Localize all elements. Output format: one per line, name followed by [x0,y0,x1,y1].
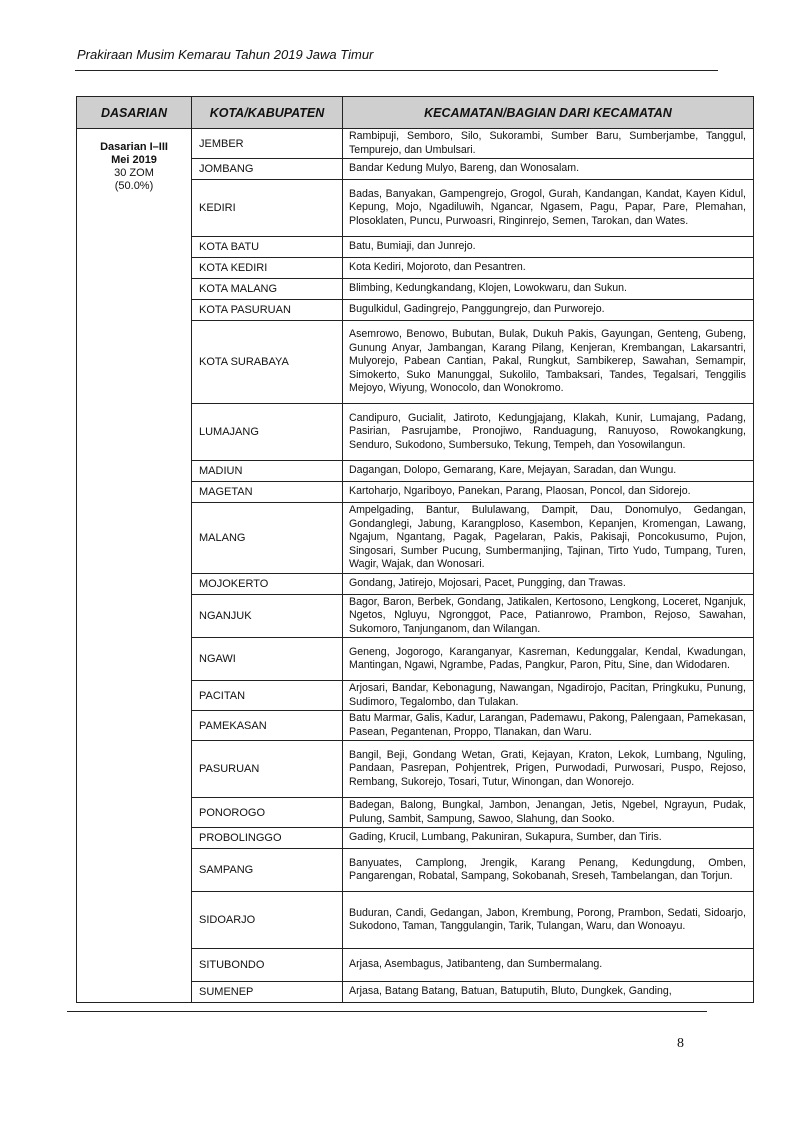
kecamatan-cell: Dagangan, Dolopo, Gemarang, Kare, Mejayan, Saradan, dan Wungu. [343,461,754,482]
kecamatan-cell: Bagor, Baron, Berbek, Gondang, Jatikalen, Kertosono, Lengkong, Loceret, Nganjuk, Ngetos, Ngluyu, Ngronggot, Pace, Patianrowo, Prambon, Rejoso, Sawahan, Sukomoro, Tanjunganom, dan Wilangan. [343,594,754,638]
kecamatan-cell: Geneng, Jogorogo, Karanganyar, Kasreman, Kedunggalar, Kendal, Kwadungan, Mantingan, Ngawi, Ngrambe, Padas, Pangkur, Paron, Pitu, Sine, dan Widodaren. [343,638,754,681]
kecamatan-cell: Blimbing, Kedungkandang, Klojen, Lowokwaru, dan Sukun. [343,279,754,300]
kota-cell: LUMAJANG [192,404,343,461]
dasarian-period: Dasarian I–III [100,141,168,153]
kota-cell: KOTA KEDIRI [192,258,343,279]
kota-cell: MAGETAN [192,482,343,503]
header-divider [75,70,718,71]
kota-cell: KOTA MALANG [192,279,343,300]
kota-cell: JEMBER [192,129,343,159]
kecamatan-cell: Bandar Kedung Mulyo, Bareng, dan Wonosalam. [343,159,754,180]
kota-cell: KEDIRI [192,180,343,237]
kecamatan-cell: Kota Kediri, Mojoroto, dan Pesantren. [343,258,754,279]
kota-cell: JOMBANG [192,159,343,180]
kota-cell: SUMENEP [192,982,343,1003]
kecamatan-cell: Bugulkidul, Gadingrejo, Panggungrejo, dan Purworejo. [343,300,754,321]
kota-cell: PONOROGO [192,798,343,828]
dasarian-zom: 30 ZOM [114,167,154,179]
kecamatan-cell: Asemrowo, Benowo, Bubutan, Bulak, Dukuh Pakis, Gayungan, Genteng, Gubeng, Gunung Anyar, Jambangan, Karang Pilang, Kenjeran, Krembangan, Lakarsantri, Mulyorejo, Pabean Cantian, Pakal, Rungkut, Sambikerep, Sawahan, Semampir, Simokerto, Suko Manunggal, Sukolilo, Tambaksari, Tandes, Tegalsari, Tenggilis Mejoyo, Wiyung, Wonocolo, dan Wonokromo. [343,321,754,404]
kota-cell: SITUBONDO [192,949,343,982]
table-row [77,129,754,159]
kecamatan-cell: Batu, Bumiaji, dan Junrejo. [343,237,754,258]
table-header-row [77,97,754,129]
kota-cell: KOTA PASURUAN [192,300,343,321]
kota-cell: SAMPANG [192,849,343,892]
kota-cell: KOTA BATU [192,237,343,258]
dasarian-month: Mei 2019 [111,154,157,166]
kecamatan-cell: Bangil, Beji, Gondang Wetan, Grati, Kejayan, Kraton, Lekok, Lumbang, Nguling, Pandaan, Pasrepan, Pohjentrek, Prigen, Purwodadi, Purwosari, Puspo, Rejoso, Rembang, Sukorejo, Tosari, Tutur, Winongan, dan Wonorejo. [343,741,754,798]
kecamatan-cell: Badas, Banyakan, Gampengrejo, Grogol, Gurah, Kandangan, Kandat, Kayen Kidul, Kepung, Mojo, Ngadiluwih, Ngancar, Ngasem, Pagu, Papar, Pare, Plemahan, Plosoklaten, Puncu, Purwoasri, Ringinrejo, Semen, Tarokan, dan Wates. [343,180,754,237]
kota-cell: PACITAN [192,681,343,711]
kecamatan-cell: Gondang, Jatirejo, Mojosari, Pacet, Pungging, dan Trawas. [343,573,754,594]
kecamatan-cell: Buduran, Candi, Gedangan, Jabon, Krembung, Porong, Prambon, Sedati, Sidoarjo, Sukodono, Taman, Tanggulangin, Tarik, Tulangan, Waru, dan Wonoayu. [343,892,754,949]
page-number: 8 [677,1036,684,1051]
kecamatan-cell: Banyuates, Camplong, Jrengik, Karang Penang, Kedungdung, Omben, Pangarengan, Robatal, Sampang, Sokobanah, Sreseh, Tambelangan, dan Torjun. [343,849,754,892]
kota-cell: PROBOLINGGO [192,828,343,849]
kecamatan-cell: Arjosari, Bandar, Kebonagung, Nawangan, Ngadirojo, Pacitan, Pringkuku, Punung, Sudimoro, Tegalombo, dan Tulakan. [343,681,754,711]
kota-cell: MADIUN [192,461,343,482]
kota-cell: NGAWI [192,638,343,681]
kecamatan-table [76,96,754,1003]
column-header-kota: KOTA/KABUPATEN [192,97,343,129]
footer-divider [67,1011,707,1012]
dasarian-percent: (50.0%) [114,180,154,192]
kecamatan-cell: Candipuro, Gucialit, Jatiroto, Kedungjajang, Klakah, Kunir, Lumajang, Padang, Pasirian, Pasrujambe, Pronojiwo, Randuagung, Ranuyoso, Rowokangkung, Senduro, Sukodono, Sumbersuko, Tekung, Tempeh, dan Yosowilangun. [343,404,754,461]
kota-cell: MOJOKERTO [192,573,343,594]
kota-cell: PASURUAN [192,741,343,798]
kota-cell: NGANJUK [192,594,343,638]
running-header: Prakiraan Musim Kemarau Tahun 2019 Jawa Timur [77,47,374,62]
kota-cell: KOTA SURABAYA [192,321,343,404]
kota-cell: SIDOARJO [192,892,343,949]
column-header-kecamatan: KECAMATAN/BAGIAN DARI KECAMATAN [343,97,754,129]
kecamatan-cell: Rambipuji, Semboro, Silo, Sukorambi, Sumber Baru, Sumberjambe, Tanggul, Tempurejo, dan Umbulsari. [343,129,754,159]
kecamatan-cell: Arjasa, Batang Batang, Batuan, Batuputih, Bluto, Dungkek, Ganding, [343,982,754,1003]
kecamatan-cell: Gading, Krucil, Lumbang, Pakuniran, Sukapura, Sumber, dan Tiris. [343,828,754,849]
dasarian-cell [77,129,192,1003]
kecamatan-cell: Ampelgading, Bantur, Bululawang, Dampit, Dau, Donomulyo, Gedangan, Gondanglegi, Jabung, Karangploso, Kasembon, Kepanjen, Kromengan, Lawang, Ngajum, Ngantang, Pagak, Pagelaran, Pakis, Pakisaji, Poncokusumo, Pujon, Singosari, Sumber Pucung, Sumbermanjing, Tajinan, Tirto Yudo, Tumpang, Turen, Wagir, Wajak, dan Wonosari. [343,503,754,574]
kota-cell: MALANG [192,503,343,574]
column-header-dasarian: DASARIAN [77,97,192,129]
kecamatan-cell: Badegan, Balong, Bungkal, Jambon, Jenangan, Jetis, Ngebel, Ngrayun, Pudak, Pulung, Sambit, Sampung, Sawoo, Slahung, dan Sooko. [343,798,754,828]
kecamatan-cell: Arjasa, Asembagus, Jatibanteng, dan Sumbermalang. [343,949,754,982]
kecamatan-cell: Batu Marmar, Galis, Kadur, Larangan, Pademawu, Pakong, Palengaan, Pamekasan, Pasean, Pegantenan, Proppo, Tlanakan, dan Waru. [343,711,754,741]
kecamatan-cell: Kartoharjo, Ngariboyo, Panekan, Parang, Plaosan, Poncol, dan Sidorejo. [343,482,754,503]
kota-cell: PAMEKASAN [192,711,343,741]
